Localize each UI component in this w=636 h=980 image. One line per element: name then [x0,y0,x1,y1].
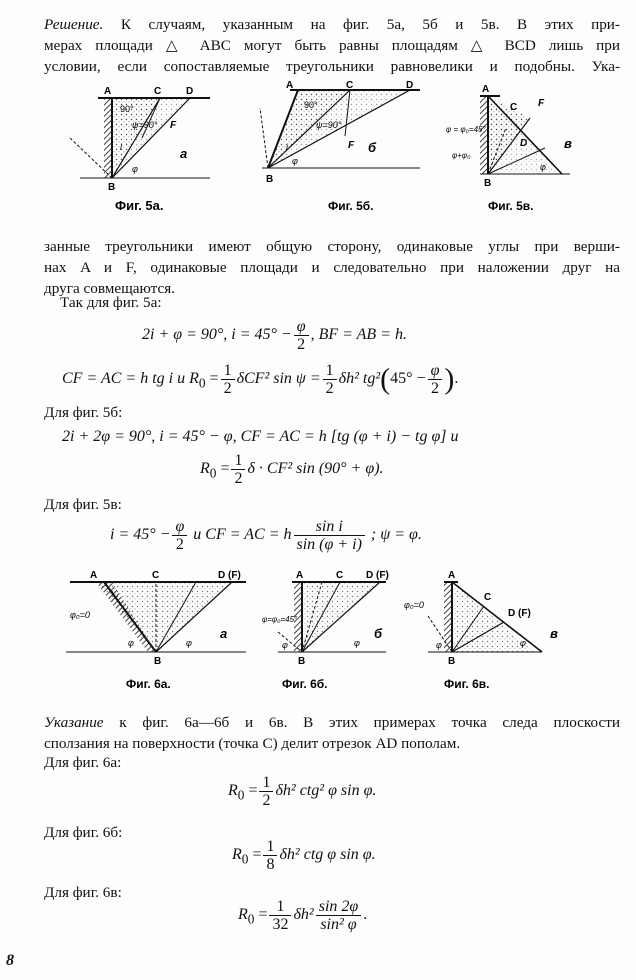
para2-line2: нах A и F, одинаковые площади и следовательно при наложении друг на [44,259,620,276]
intro-5a: Так для фиг. 5а: [60,294,162,311]
fig5a-psi: ψ=90° [132,120,158,130]
figure-6v [404,570,558,667]
fig6a-B: B [154,656,162,667]
fig6a-DF: D (F) [218,570,241,581]
fig5v-caption: Фиг. 5в. [488,199,534,213]
fig5v-D: D [520,138,528,149]
formula-6a: $R_0$ = $\frac{1}{2}$ δh² ctg² φ sin φ. [228,774,377,809]
fig5b-B: B [266,174,274,185]
fig5v-A: A [482,84,490,95]
fig6b-caption: Фиг. 6б. [282,677,328,691]
paragraph-note [44,712,620,754]
intro-6b: Для фиг. 6б: [44,824,123,841]
solution-lead: Решение. [44,16,104,33]
fig5b-phi: φ [292,156,298,166]
fig5b-90: 90° [304,100,318,110]
figure-6b [262,570,389,667]
paragraph-solution [44,14,620,77]
formula-5a-2: CF = AC = h tg i и $R_0$ = $\frac{1}{2}$ δCF² sin ψ = $\frac{1}{2}$ δh² tg²(45° − $\frac{\varphi}{2}$ ). [62,362,459,397]
fig5b-A: A [286,80,294,91]
fig5v-phi: φ [540,162,546,172]
figure-6-row [56,560,576,700]
fig6b-DF: D (F) [366,570,389,581]
figure-5v [446,84,572,189]
fig6v-phi: φ [436,640,442,650]
formula-5a-1: 2i + φ = 90°, i = 45° − $\frac{\varphi}{2}$ , BF = AB = h. [142,318,407,353]
fig6b-B: B [298,656,306,667]
fig5b-letter: б [368,140,377,155]
fig5a-phi: φ [132,164,138,174]
intro-5b: Для фиг. 5б: [44,404,123,421]
paragraph-continuation [44,236,620,299]
fig6b-C: C [336,570,344,581]
fig6a-phi: φ [128,638,134,648]
fig5v-phi1: φ = φ₀=45° [446,125,486,134]
fig6v-phi0: φ₀=0 [404,600,424,610]
fig5a-D: D [186,86,194,97]
fig6v-caption: Фиг. 6в. [444,677,490,691]
formula-6b: $R_0$ = $\frac{1}{8}$ δh² ctg φ sin φ. [232,838,376,873]
fig5v-B: B [484,178,492,189]
fig5a-A: A [104,86,112,97]
fig5b-i: i [286,142,288,152]
fig6b-A: A [296,570,304,581]
fig6a-phi-r: φ [186,638,192,648]
fig6a-phi0: φ₀=0 [70,610,90,620]
fig6b-phi0: φ=φ₀=45° [262,615,298,624]
fig5b-psi: ψ=90° [316,120,342,130]
fig5a-C: C [154,86,162,97]
fig5a-90: 90° [120,104,134,114]
fig5v-phi2: φ+φ₀ [452,151,471,160]
fig6v-C: C [484,592,492,603]
figure-5-row [40,78,610,218]
para1-line2: мерах площади △ ABC могут быть равны площадям △ BCD лишь при [44,37,620,54]
figure-5b [260,80,420,185]
para1-line1: К случаям, указанным на фиг. 5а, 5б и 5в. В этих при- [103,16,620,33]
intro-6a: Для фиг. 6а: [44,754,122,771]
formula-5v: i = 45° − $\frac{\varphi}{2}$ и CF = AC = h $\frac{\text{sin i}}{\sin (\varphi + i)}$ ; ψ = φ. [110,518,422,553]
note-lead: Указание [44,714,104,731]
fig5a-letter: а [180,146,188,161]
fig5v-letter: в [564,136,572,151]
para1-line3: условии, если сопоставляемые треугольники равновелики и подобны. Ука- [44,58,620,75]
intro-6v: Для фиг. 6в: [44,884,122,901]
fig6b-letter: б [374,626,383,641]
fig6v-A: A [448,570,456,581]
page-number: 8 [6,952,14,969]
fig5a-caption: Фиг. 5а. [115,198,164,213]
fig5b-caption: Фиг. 5б. [328,199,374,213]
fig5b-C: C [346,80,354,91]
figure-6a [66,570,246,667]
fig6b-phi-r: φ [354,638,360,648]
fig5b-F: F [348,140,355,151]
fig6v-DF: D (F) [508,608,531,619]
formula-5b-1: 2i + 2φ = 90°, i = 45° − φ, CF = AC = h [tg (φ + i) − tg φ] и [62,428,459,445]
fig5v-F: F [538,98,545,109]
fig6a-A: A [90,570,98,581]
para3-line1: к фиг. 6а—6б и 6в. В этих примерах точка следа плоскости [103,714,620,731]
figure-5a [70,86,210,193]
fig6v-B: B [448,656,456,667]
para3-line2: сползания на поверхности (точка C) делит отрезок AD пополам. [44,735,461,752]
fig5v-C: C [510,102,518,113]
para2-line1: занные треугольники имеют общую сторону, одинаковые углы при верши- [44,238,620,255]
formula-5b-2: $R_0$ = $\frac{1}{2}$ δ · CF² sin (90° + φ). [200,452,384,487]
fig5a-B: B [108,182,116,193]
intro-5v: Для фиг. 5в: [44,496,122,513]
fig6v-letter: в [550,626,558,641]
fig6a-letter: а [220,626,228,641]
fig5a-F: F [170,120,177,131]
fig6a-C: C [152,570,160,581]
formula-6v: $R_0$ = $\frac{1}{32}$ δh² $\frac{\sin 2\varphi}{\text{sin² φ}}$ . [238,898,368,933]
fig6b-phi: φ [282,640,288,650]
fig6a-caption: Фиг. 6а. [126,677,171,691]
fig5a-i: i [120,142,122,152]
fig5b-D: D [406,80,414,91]
fig6v-phi-r: φ [520,638,526,648]
para2-line3: друга совмещаются. [44,280,176,297]
